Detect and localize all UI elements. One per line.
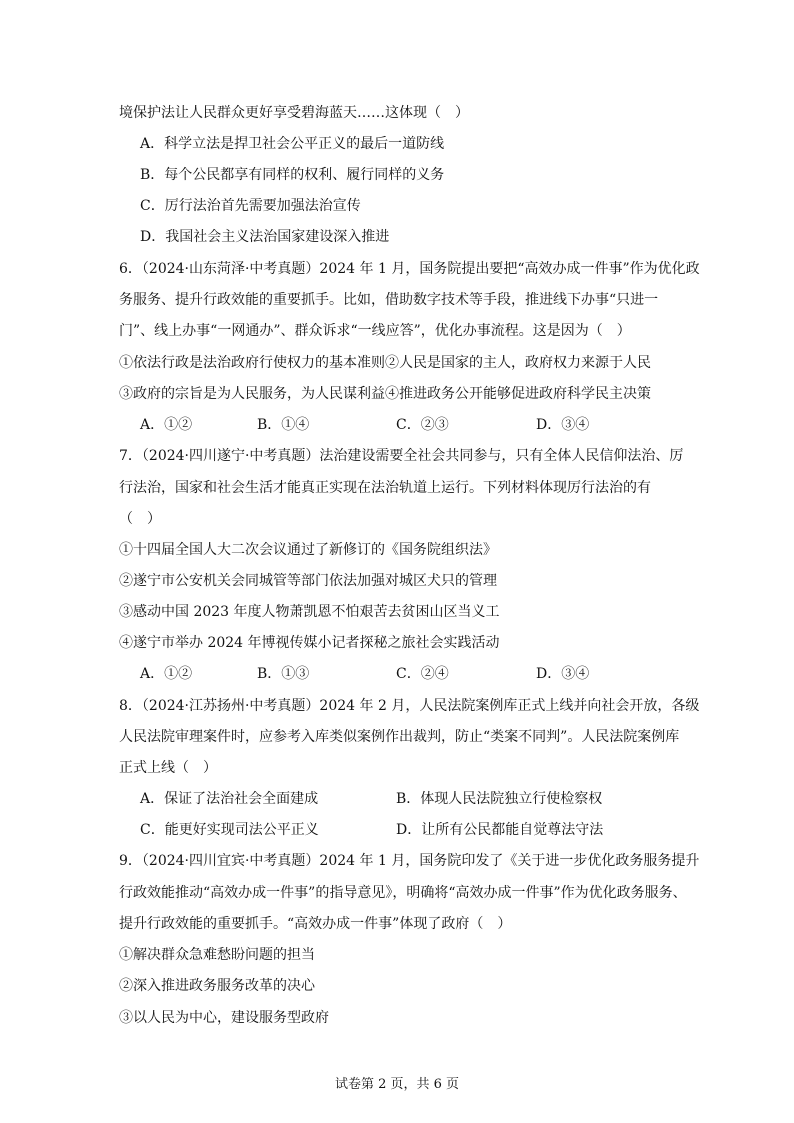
q9-statement: ②深入推进政务服务改革的决心 — [119, 978, 315, 994]
q8-option-b: B．体现人民法院独立行使检察权 — [396, 791, 603, 807]
q9-statement: ③以人民为中心，建设服务型政府 — [119, 1010, 329, 1026]
q6-choice-c: C．②③ — [396, 417, 449, 433]
q6-choice-b: B．①④ — [257, 417, 310, 433]
q6-statement: ③政府的宗旨是为人民服务，为人民谋利益④推进政务公开能够促进政府科学民主决策 — [119, 386, 651, 402]
q7-statement: ④遂宁市举办 2024 年博视传媒小记者探秘之旅社会实践活动 — [119, 635, 500, 651]
q9-stem-line: 9．（2024·四川宜宾·中考真题）2024 年 1 月，国务院印发了《关于进一步优化政务服务提升 — [119, 853, 700, 869]
q7-stem-line: 7．（2024·四川遂宁·中考真题）法治建设需要全社会共同参与，只有全体人民信仰法治、厉 — [119, 448, 684, 464]
q6-stem-line: 门”、线上办事“一网通办”、群众诉求“一线应答”，优化办事流程。这是因为（ ） — [119, 323, 631, 339]
q8-stem-line: 正式上线（ ） — [119, 760, 217, 776]
q7-stem-line: 行法治，国家和社会生活才能真正实现在法治轨道上运行。下列材料体现厉行法治的有 — [119, 480, 651, 496]
q8-stem-line: 人民法院审理案件时，应参考入库类似案例作出裁判，防止“类案不同判”。人民法院案例库 — [119, 729, 680, 745]
q5-option-b: B．每个公民都享有同样的权利、履行同样的义务 — [140, 167, 445, 183]
q8-stem-line: 8．（2024·江苏扬州·中考真题）2024 年 2 月，人民法院案例库正式上线并向社会开放，各级 — [119, 698, 700, 714]
q7-choice-a: A．①② — [140, 666, 193, 682]
q9-statement: ①解决群众急难愁盼问题的担当 — [119, 947, 315, 963]
q6-stem-line: 6．（2024·山东菏泽·中考真题）2024 年 1 月，国务院提出要把“高效办成一件事”作为优化政 — [119, 261, 700, 277]
q6-statement: ①依法行政是法治政府行使权力的基本准则②人民是国家的主人，政府权力来源于人民 — [119, 355, 651, 371]
q9-stem-line: 提升行政效能的重要抓手。“高效办成一件事”体现了政府（ ） — [119, 916, 512, 932]
q7-choice-d: D．③④ — [536, 666, 590, 682]
q7-choice-c: C．②④ — [396, 666, 449, 682]
q7-choice-b: B．①③ — [257, 666, 310, 682]
q7-statement: ①十四届全国人大二次会议通过了新修订的《国务院组织法》 — [119, 542, 497, 558]
q9-stem-line: 行政效能推动“高效办成一件事”的指导意见》，明确将“高效办成一件事”作为优化政务服务、 — [119, 885, 687, 901]
q6-choice-d: D．③④ — [536, 417, 590, 433]
q6-choice-a: A．①② — [140, 417, 193, 433]
page-footer: 试卷第 2 页，共 6 页 — [334, 1077, 460, 1092]
q7-stem-line: （ ） — [119, 511, 161, 527]
q8-option-d: D．让所有公民都能自觉尊法守法 — [396, 822, 604, 838]
q7-statement: ③感动中国 2023 年度人物萧凯恩不怕艰苦去贫困山区当义工 — [119, 604, 500, 620]
q5-option-c: C．厉行法治首先需要加强法治宣传 — [140, 198, 361, 214]
q5-option-d: D．我国社会主义法治国家建设深入推进 — [140, 229, 390, 245]
q5-stem-tail: 境保护法让人民群众更好享受碧海蓝天……这体现（ ） — [119, 105, 469, 121]
q7-statement: ②遂宁市公安机关会同城管等部门依法加强对城区犬只的管理 — [119, 573, 497, 589]
q8-option-c: C．能更好实现司法公平正义 — [140, 822, 319, 838]
q6-stem-line: 务服务、提升行政效能的重要抓手。比如，借助数字技术等手段，推进线下办事“只进一 — [119, 292, 659, 308]
q8-option-a: A．保证了法治社会全面建成 — [140, 791, 319, 807]
q5-option-a: A．科学立法是捍卫社会公平正义的最后一道防线 — [140, 136, 445, 152]
